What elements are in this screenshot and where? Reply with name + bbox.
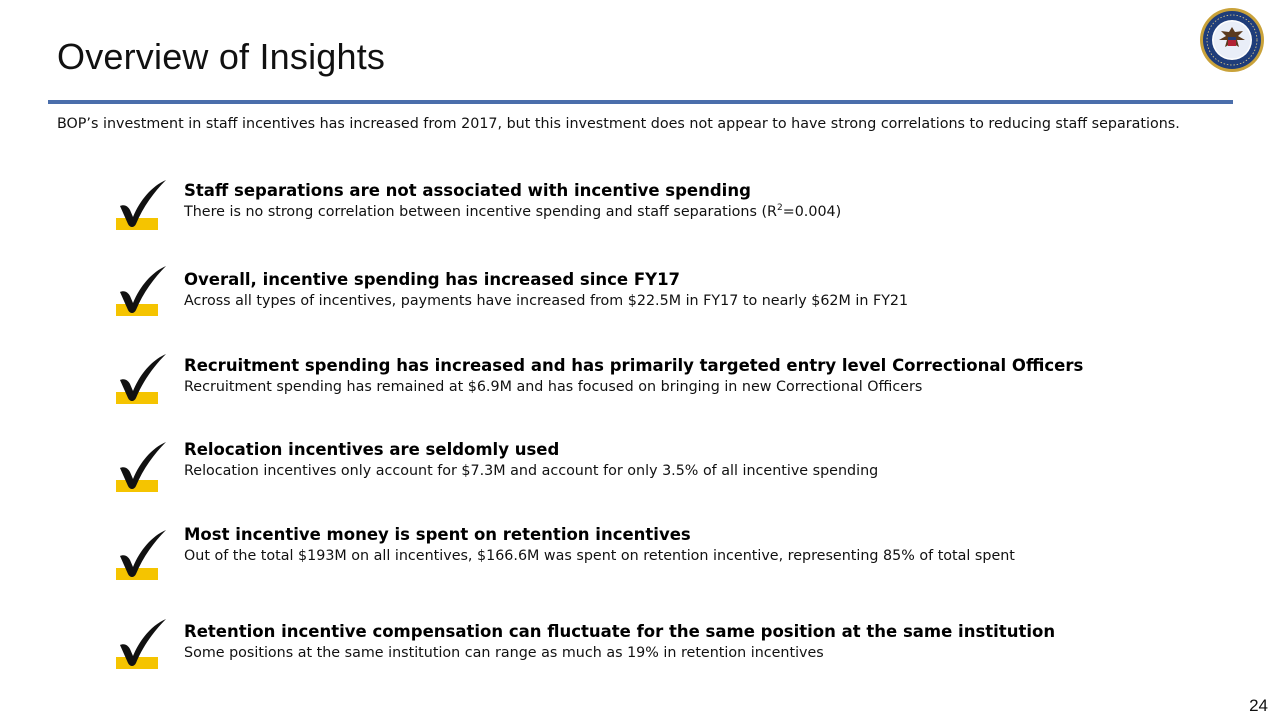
page-title: Overview of Insights [57,36,386,77]
checkmark-icon [114,530,172,584]
insight-detail: Recruitment spending has remained at $6.9M and has focused on bringing in new Correctional Officers [184,379,923,395]
insight-headline: Overall, incentive spending has increased since FY17 [184,270,681,289]
insight-headline: Recruitment spending has increased and has primarily targeted entry level Correctional Officers [184,356,1084,375]
insight-detail: Out of the total $193M on all incentives, $166.6M was spent on retention incentive, representing 85% of total spent [184,548,1015,564]
insight-detail: Relocation incentives only account for $7.3M and account for only 3.5% of all incentive spending [184,463,879,479]
insight-headline: Retention incentive compensation can fluctuate for the same position at the same institution [184,622,1056,641]
insight-item [114,354,1174,414]
summary-text: BOP’s investment in staff incentives has increased from 2017, but this investment does not appear to have strong correlations to reducing staff separations. [57,116,1180,132]
insight-detail: There is no strong correlation between incentive spending and staff separations $(R^2=0.004)$ [184,203,842,220]
insight-item [114,525,1174,590]
checkmark-icon [114,442,172,496]
checkmark-icon [114,354,172,408]
insight-headline: Most incentive money is spent on retention incentives [184,525,691,544]
insight-item [114,619,1174,679]
insight-item [114,442,1174,502]
doj-seal-icon [1199,7,1265,73]
insight-detail: Some positions at the same institution can range as much as 19% in retention incentives [184,645,824,661]
checkmark-icon [114,266,172,320]
page-number: 24 [1249,696,1268,715]
checkmark-icon [114,619,172,673]
title-divider [48,100,1233,104]
insight-detail: Across all types of incentives, payments have increased from $22.5M in FY17 to nearly $62M in FY21 [184,293,909,309]
insight-item [114,266,1174,326]
insight-headline: Relocation incentives are seldomly used [184,440,560,459]
checkmark-icon [114,180,172,234]
insight-item [114,180,1174,240]
insight-headline: Staff separations are not associated with incentive spending [184,181,751,200]
